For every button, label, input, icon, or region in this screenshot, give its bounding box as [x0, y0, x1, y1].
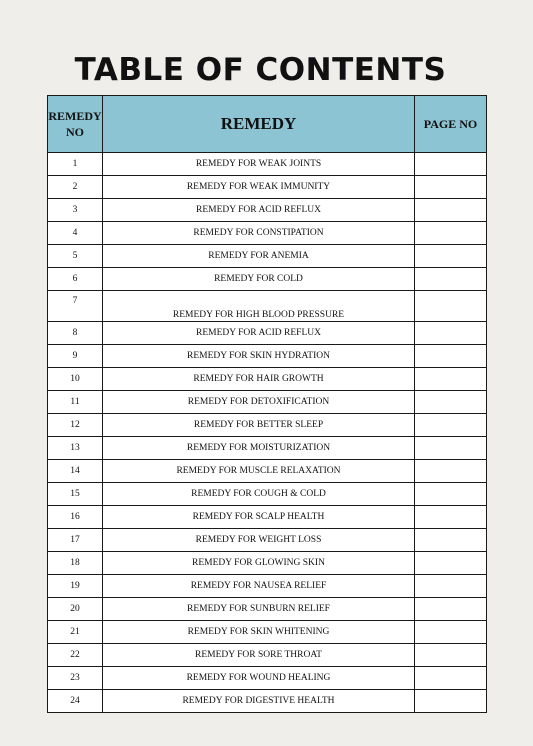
table-row [48, 460, 487, 483]
row-number: 19 [48, 575, 103, 598]
row-remedy-name: REMEDY FOR SORE THROAT [103, 644, 415, 667]
table-row [48, 368, 487, 391]
row-number: 1 [48, 153, 103, 176]
table-row [48, 621, 487, 644]
row-number: 2 [48, 176, 103, 199]
table-row [48, 575, 487, 598]
header-row [48, 96, 487, 153]
row-remedy-name: REMEDY FOR DIGESTIVE HEALTH [103, 690, 415, 713]
row-number: 9 [48, 345, 103, 368]
row-remedy-name: REMEDY FOR ACID REFLUX [103, 199, 415, 222]
row-page-number [415, 690, 487, 713]
table-row [48, 414, 487, 437]
row-remedy-name: REMEDY FOR WOUND HEALING [103, 667, 415, 690]
row-page-number [415, 483, 487, 506]
row-page-number [415, 667, 487, 690]
contents-table [47, 95, 487, 713]
row-number: 21 [48, 621, 103, 644]
row-page-number [415, 268, 487, 291]
row-page-number [415, 222, 487, 245]
row-page-number [415, 291, 487, 322]
table-row [48, 598, 487, 621]
row-page-number [415, 644, 487, 667]
table-body [48, 153, 487, 713]
row-page-number [415, 322, 487, 345]
table-row [48, 268, 487, 291]
table-row [48, 291, 487, 322]
row-remedy-name: REMEDY FOR HAIR GROWTH [103, 368, 415, 391]
row-remedy-name: REMEDY FOR ACID REFLUX [103, 322, 415, 345]
row-page-number [415, 598, 487, 621]
page-title: TABLE OF CONTENTS [74, 52, 447, 88]
row-remedy-name: REMEDY FOR SKIN HYDRATION [103, 345, 415, 368]
row-number: 20 [48, 598, 103, 621]
row-page-number [415, 245, 487, 268]
row-number: 10 [48, 368, 103, 391]
row-number: 18 [48, 552, 103, 575]
table-row [48, 529, 487, 552]
row-number: 13 [48, 437, 103, 460]
table-row [48, 690, 487, 713]
row-number: 7 [48, 291, 103, 322]
row-remedy-name: REMEDY FOR WEAK JOINTS [103, 153, 415, 176]
table-row [48, 391, 487, 414]
row-remedy-name: REMEDY FOR SCALP HEALTH [103, 506, 415, 529]
row-remedy-name: REMEDY FOR NAUSEA RELIEF [103, 575, 415, 598]
row-number: 8 [48, 322, 103, 345]
table-row [48, 506, 487, 529]
row-page-number [415, 176, 487, 199]
row-page-number [415, 437, 487, 460]
row-remedy-name: REMEDY FOR ANEMIA [103, 245, 415, 268]
row-page-number [415, 345, 487, 368]
row-page-number [415, 529, 487, 552]
row-number: 4 [48, 222, 103, 245]
table-row [48, 483, 487, 506]
row-page-number [415, 506, 487, 529]
header-page-no: PAGE NO [415, 96, 487, 153]
row-page-number [415, 368, 487, 391]
row-remedy-name: REMEDY FOR SKIN WHITENING [103, 621, 415, 644]
row-remedy-name: REMEDY FOR HIGH BLOOD PRESSURE [103, 291, 415, 322]
table-row [48, 176, 487, 199]
table-row [48, 222, 487, 245]
row-page-number [415, 552, 487, 575]
row-remedy-name: REMEDY FOR MOISTURIZATION [103, 437, 415, 460]
row-number: 3 [48, 199, 103, 222]
row-page-number [415, 199, 487, 222]
row-number: 6 [48, 268, 103, 291]
row-number: 14 [48, 460, 103, 483]
row-page-number [415, 153, 487, 176]
row-remedy-name: REMEDY FOR GLOWING SKIN [103, 552, 415, 575]
row-number: 15 [48, 483, 103, 506]
row-page-number [415, 460, 487, 483]
row-remedy-name: REMEDY FOR WEAK IMMUNITY [103, 176, 415, 199]
row-page-number [415, 575, 487, 598]
table-row [48, 245, 487, 268]
table-row [48, 644, 487, 667]
row-page-number [415, 414, 487, 437]
row-page-number [415, 621, 487, 644]
header-remedy: REMEDY [103, 96, 415, 153]
row-number: 22 [48, 644, 103, 667]
row-number: 5 [48, 245, 103, 268]
row-remedy-name: REMEDY FOR COUGH & COLD [103, 483, 415, 506]
header-remedy-no: REMEDY NO [48, 96, 103, 153]
row-remedy-name: REMEDY FOR MUSCLE RELAXATION [103, 460, 415, 483]
table-row [48, 437, 487, 460]
table-row [48, 199, 487, 222]
row-remedy-name: REMEDY FOR SUNBURN RELIEF [103, 598, 415, 621]
row-number: 11 [48, 391, 103, 414]
row-number: 17 [48, 529, 103, 552]
row-number: 16 [48, 506, 103, 529]
row-page-number [415, 391, 487, 414]
row-remedy-name: REMEDY FOR BETTER SLEEP [103, 414, 415, 437]
table-row [48, 153, 487, 176]
table-row [48, 345, 487, 368]
row-remedy-name: REMEDY FOR DETOXIFICATION [103, 391, 415, 414]
table-row [48, 552, 487, 575]
row-remedy-name: REMEDY FOR COLD [103, 268, 415, 291]
row-remedy-name: REMEDY FOR CONSTIPATION [103, 222, 415, 245]
row-remedy-name: REMEDY FOR WEIGHT LOSS [103, 529, 415, 552]
row-number: 23 [48, 667, 103, 690]
table-row [48, 667, 487, 690]
row-number: 24 [48, 690, 103, 713]
table-row [48, 322, 487, 345]
row-number: 12 [48, 414, 103, 437]
